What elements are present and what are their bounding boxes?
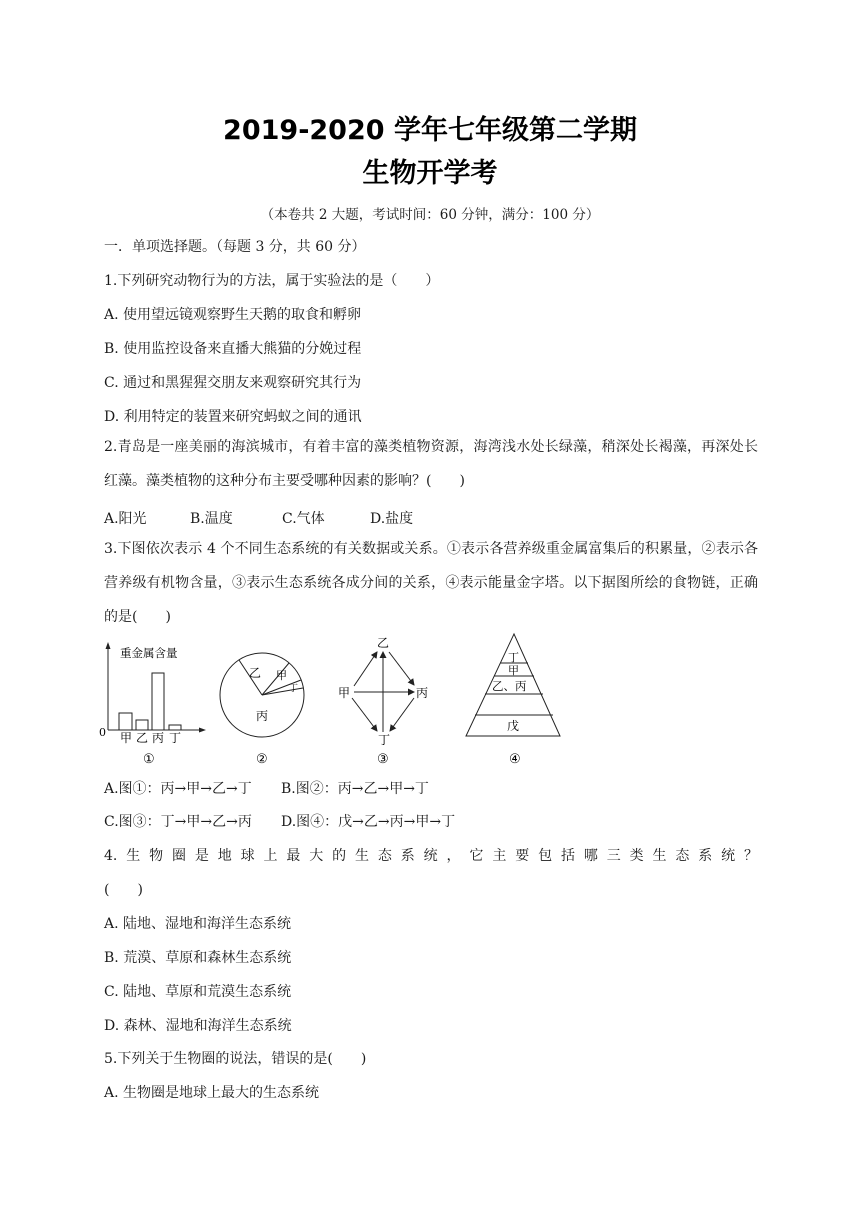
section-heading: 一．单项选择题。（每题 3 分，共 60 分） xyxy=(104,239,366,255)
figure-4-caption: ④ xyxy=(509,752,521,767)
question-4-option-d: D. 森林、湿地和海洋生态系统 xyxy=(104,1018,292,1034)
question-3-options-row1 xyxy=(104,778,429,798)
figure-3-arrow-yi-bing xyxy=(389,652,414,685)
figure-1-label-bing: 丙 xyxy=(152,731,165,745)
question-1-option-c: C. 通过和黑猩猩交朋友来观察研究其行为 xyxy=(104,375,362,391)
figure-2-pie-chart xyxy=(220,653,304,767)
figure-2-caption: ② xyxy=(256,752,268,767)
figure-3-label-bing: 丙 xyxy=(416,686,429,700)
question-1-option-b: B. 使用监控设备来直播大熊猫的分娩过程 xyxy=(104,341,362,357)
question-3-figures xyxy=(96,632,576,772)
figure-1-bar-chart xyxy=(99,642,206,767)
figure-3-label-jia: 甲 xyxy=(338,686,351,700)
figure-2-label-jia: 甲 xyxy=(276,669,287,682)
figure-4-label-wu: 戊 xyxy=(507,719,520,733)
figure-2-label-yi: 乙 xyxy=(249,666,262,680)
question-2-option-b: B.温度 xyxy=(190,511,233,527)
figure-1-bar-yi xyxy=(136,720,148,730)
figure-3-caption: ③ xyxy=(377,752,389,767)
question-3-stem: 3.下图依次表示 4 个不同生态系统的有关数据或关系。①表示各营养级重金属富集后的积累量，②表示各营养级有机物含量，③表示生态系统各成分间的关系，④表示能量金字塔。以下据图所绘的食物链，正确的是( ) xyxy=(104,541,758,625)
figure-1-bar-jia xyxy=(119,713,132,730)
question-3-option-b: B.图②：丙→乙→甲→丁 xyxy=(281,781,429,797)
question-2-option-d: D.盐度 xyxy=(370,511,414,527)
question-3-option-a: A.图①：丙→甲→乙→丁 xyxy=(104,781,252,797)
exam-title-line1: 2019-2020 学年七年级第二学期 xyxy=(223,115,637,146)
question-4-option-c: C. 陆地、草原和荒漠生态系统 xyxy=(104,984,292,1000)
figure-1-origin: 0 xyxy=(99,726,106,739)
figure-2-label-ding: 丁 xyxy=(289,684,299,694)
figure-4-label-jia: 甲 xyxy=(508,664,519,677)
figure-1-label-jia: 甲 xyxy=(120,731,133,745)
figure-2-label-bing: 丙 xyxy=(256,709,269,723)
figure-4-label-yi-bing: 乙、丙 xyxy=(492,679,527,693)
question-2-option-a: A.阳光 xyxy=(104,511,147,527)
question-3-options-row2 xyxy=(104,811,455,831)
exam-subtitle: （本卷共 2 大题，考试时间：60 分钟，满分：100 分） xyxy=(260,207,600,223)
figure-1-y-arrow xyxy=(106,642,111,649)
figure-1-label-yi: 乙 xyxy=(136,731,149,745)
figure-4-energy-pyramid xyxy=(466,634,560,767)
figure-3-arrow-bing-ding xyxy=(390,698,414,731)
figure-4-label-ding: 丁 xyxy=(508,651,519,664)
question-2-options xyxy=(104,508,413,528)
figure-1-x-arrow xyxy=(199,728,206,733)
question-2-stem: 2.青岛是一座美丽的海滨城市，有着丰富的藻类植物资源，海湾浅水处长绿藻，稍深处长褐藻，再深处长红藻。藻类植物的这种分布主要受哪种因素的影响？( ) xyxy=(104,439,758,489)
question-4-stem: 4.生物圈是地球上最大的生态系统，它主要包括哪三类生态系统？ xyxy=(104,848,758,864)
figure-3-label-ding: 丁 xyxy=(378,733,391,747)
question-1-option-d: D. 利用特定的装置来研究蚂蚁之间的通讯 xyxy=(104,409,362,425)
figure-3-relationship-diagram xyxy=(338,636,428,767)
question-4-option-b: B. 荒漠、草原和森林生态系统 xyxy=(104,950,292,966)
figure-1-label-ding: 丁 xyxy=(169,731,182,745)
question-1-stem: 1.下列研究动物行为的方法，属于实验法的是（ ） xyxy=(104,273,440,289)
figure-1-bar-bing xyxy=(152,673,164,730)
question-4-option-a: A. 陆地、湿地和海洋生态系统 xyxy=(104,916,292,932)
exam-title-line2: 生物开学考 xyxy=(362,158,498,189)
question-2-option-c: C.气体 xyxy=(282,511,325,527)
question-5-stem: 5.下列关于生物圈的说法，错误的是( ) xyxy=(104,1051,367,1067)
figure-1-ylabel: 重金属含量 xyxy=(120,646,178,660)
figure-3-arrow-jia-ding xyxy=(352,698,377,731)
figure-3-arrow-jia-yi xyxy=(354,652,377,686)
figure-3-label-yi: 乙 xyxy=(377,636,390,650)
question-5-option-a: A. 生物圈是地球上最大的生态系统 xyxy=(104,1085,320,1101)
figure-1-bar-ding xyxy=(169,725,181,730)
question-3-option-c: C.图③：丁→甲→乙→丙 xyxy=(104,814,252,830)
question-4-stem-end: ( ) xyxy=(104,882,143,898)
question-1-option-a: A. 使用望远镜观察野生天鹅的取食和孵卵 xyxy=(104,307,362,323)
figure-1-caption: ① xyxy=(143,752,155,767)
question-3-option-d: D.图④：戊→乙→丙→甲→丁 xyxy=(281,814,456,830)
